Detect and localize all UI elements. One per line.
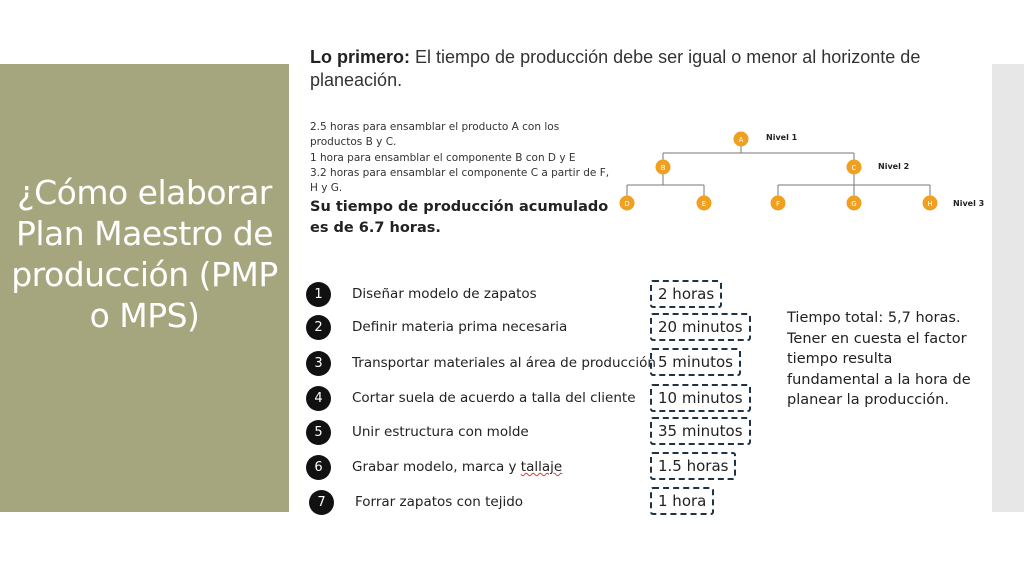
time-box: 10 minutos: [650, 384, 751, 412]
assembly-notes: [310, 120, 610, 196]
node-label: G: [851, 200, 857, 208]
step-label: Cortar suela de acuerdo a talla del cliente: [352, 390, 636, 406]
step-number: 4: [306, 386, 331, 411]
step-label: [352, 459, 562, 475]
tree-node-g: [847, 196, 862, 211]
node-label: A: [738, 136, 744, 144]
node-label: E: [701, 200, 707, 208]
step-number: 5: [306, 420, 331, 445]
tree-connectors: [627, 146, 930, 196]
cumulative-time: Su tiempo de producción acumulado es de 6.7 horas.: [310, 199, 609, 236]
node-label: C: [851, 164, 857, 172]
step-number: 2: [306, 315, 331, 340]
note-3: 3.2 horas para ensamblar el componente C a partir de F, H y G.: [310, 166, 610, 195]
step-number: 7: [309, 490, 334, 515]
tree-node-e: [697, 196, 712, 211]
intro-body: El tiempo de producción debe ser igual o menor al horizonte de planeación.: [310, 47, 921, 90]
time-box: 20 minutos: [650, 313, 751, 341]
step-number: 6: [306, 455, 331, 480]
step-label: Unir estructura con molde: [352, 424, 529, 440]
product-structure-tree: [600, 122, 990, 222]
right-side-bar: [992, 64, 1024, 512]
time-box: 5 minutos: [650, 348, 741, 376]
node-label: H: [927, 200, 933, 208]
time-box: 1.5 horas: [650, 452, 736, 480]
time-box: 2 horas: [650, 280, 722, 308]
intro-bold: Lo primero:: [310, 47, 411, 67]
tree-node-f: [771, 196, 786, 211]
node-label: B: [660, 164, 666, 172]
step-label: Forrar zapatos con tejido: [355, 494, 524, 510]
level-1-label: Nivel 1: [766, 133, 798, 142]
tree-node-c: [847, 160, 862, 175]
node-label: F: [775, 200, 781, 208]
step-label: Definir materia prima necesaria: [352, 319, 568, 335]
note-1: 2.5 horas para ensamblar el producto A con los productos B y C.: [310, 121, 560, 149]
tree-node-b: [656, 160, 671, 175]
level-2-label: Nivel 2: [878, 162, 910, 171]
level-3-label: Nivel 3: [953, 199, 985, 208]
step-number: 3: [306, 351, 331, 376]
intro-text: [310, 46, 980, 92]
note-2: 1 hora para ensamblar el componente B con D y E: [310, 151, 576, 164]
tree-node-a: [734, 132, 749, 147]
slide-title: ¿Cómo elaborar Plan Maestro de producción (PMP o MPS): [11, 173, 278, 335]
step-number: 1: [306, 282, 331, 307]
step-label: Transportar materiales al área de producción: [352, 355, 656, 371]
node-label: D: [624, 200, 630, 208]
tree-node-d: [620, 196, 635, 211]
step-label-text: Grabar modelo, marca y: [352, 459, 521, 475]
tree-node-h: [923, 196, 938, 211]
spellcheck-word: tallaje: [520, 459, 563, 475]
total-time-summary: Tiempo total: 5,7 horas. Tener en cuesta el factor tiempo resulta fundamental a la hora de planear la producción.: [787, 310, 971, 408]
time-box: 1 hora: [650, 487, 714, 515]
step-label: Diseñar modelo de zapatos: [352, 286, 537, 302]
time-box: 35 minutos: [650, 417, 751, 445]
